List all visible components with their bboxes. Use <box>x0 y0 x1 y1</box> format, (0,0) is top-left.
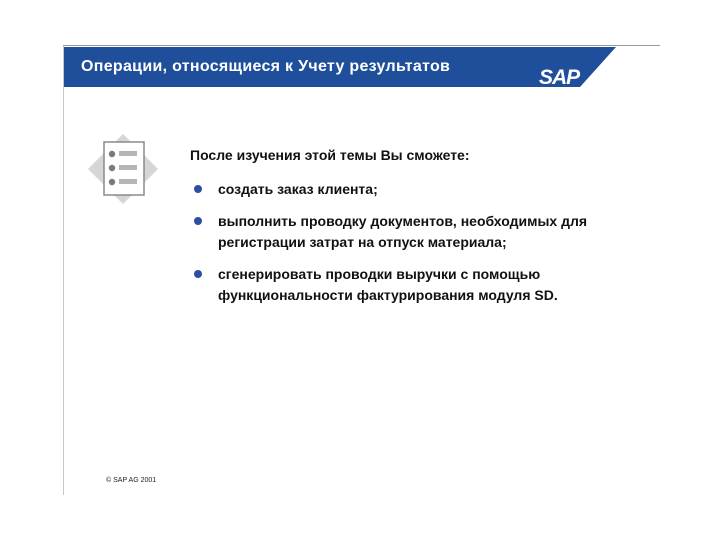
list-item-text: сгенерировать проводки выручки с помощью функциональности фактурирования модуля SD. <box>218 266 558 303</box>
page-title: Операции, относящиеся к Учету результатов <box>81 58 451 75</box>
bullet-icon <box>194 185 202 193</box>
left-rule <box>63 45 64 495</box>
top-rule <box>63 45 660 46</box>
list-item <box>192 264 622 306</box>
list-item-text: создать заказ клиента; <box>218 181 378 197</box>
list-item-text: выполнить проводку документов, необходимых для регистрации затрат на отпуск материала; <box>218 213 588 250</box>
bullet-icon <box>194 217 202 225</box>
sap-logo: SAP <box>539 66 580 89</box>
bullet-icon <box>194 270 202 278</box>
list-item <box>192 211 622 253</box>
copyright-text: © SAP AG 2001 <box>106 477 157 484</box>
intro-heading: После изучения этой темы Вы сможете: <box>190 147 470 163</box>
objectives-icon <box>88 134 158 204</box>
list-item <box>192 179 622 200</box>
objectives-list <box>192 179 622 317</box>
